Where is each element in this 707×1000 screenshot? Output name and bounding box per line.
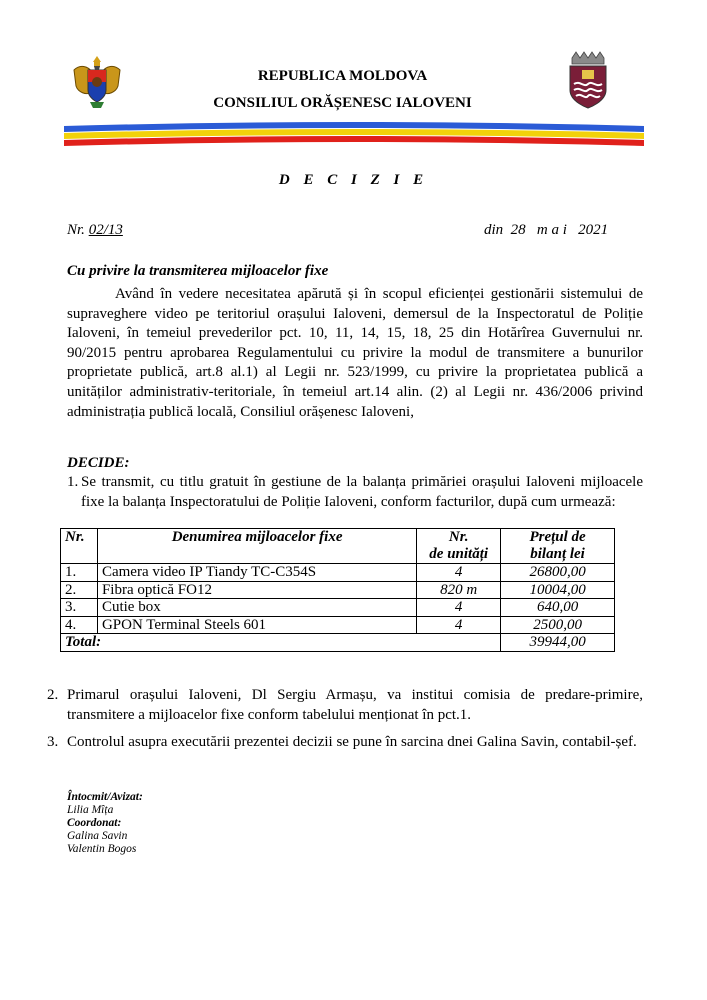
decision-item-1: [67, 473, 643, 512]
row-units: 4: [417, 564, 501, 582]
coordinated-name: Valentin Bogos: [67, 843, 137, 855]
coordinated-label: Coordonat:: [67, 817, 122, 829]
item-text: Primarul orașului Ialoveni, Dl Sergiu Armașu, va institui comisia de predare-primire, transmitere a mijloacelor fixe conform tabelului menționat în pct.1.: [67, 687, 643, 723]
tricolor-stripes: [64, 118, 644, 152]
col-price-header-line1: Prețul de: [529, 529, 586, 545]
number-label: Nr.: [67, 222, 85, 238]
document-title: D E C I Z I E: [278, 172, 429, 188]
item-number: 2.: [47, 687, 59, 703]
col-units-header-line2: de unități: [429, 546, 489, 562]
table-row: [61, 564, 615, 582]
col-price-header-line2: bilanț lei: [530, 546, 585, 562]
assets-table: [60, 528, 615, 652]
col-nr-header: Nr.: [61, 529, 98, 564]
table-row: [61, 581, 615, 599]
row-price: 640,00: [501, 599, 615, 617]
decide-heading: DECIDE:: [67, 455, 130, 471]
signature-block: [67, 791, 143, 856]
prepared-name: Lilia Mîța: [67, 804, 114, 816]
item-number: 1.: [67, 474, 79, 490]
header-council: CONSILIUL ORĂȘENESC IALOVENI: [213, 95, 472, 111]
decision-item-2: [47, 686, 643, 725]
row-units: 4: [417, 599, 501, 617]
row-nr: 1.: [61, 564, 98, 582]
table-row: [61, 616, 615, 634]
table-header-row: [61, 529, 615, 564]
number-value: 02/13: [88, 222, 123, 238]
col-units-header: [417, 529, 501, 564]
preamble-paragraph: Având în vedere necesitatea apărută și în scopul eficienței gestionării sistemului de supraveghere video pe teritoriul orașului Ialoveni, demersul de la Inspectoratul de Poliție Ialoveni, în temeiul prevederilor pct. 10, 11, 14, 15, 18, 25 din Hotărîrea Guvernului nr. 90/2015 pentru aprobarea Regulamentului cu privire la modul de transmitere a bunurilor proprietate publică, art.8 al.1) al Legii nr. 523/1999, cu privire la proprietatea publică a unităților administrativ-teritoriale, în temeiul art.14 alin. (2) al Legii nr. 436/2006 privind administrația publică locală, Consiliul orășenesc Ialoveni,: [67, 286, 643, 420]
item-number: 3.: [47, 734, 59, 750]
total-label: Total:: [61, 634, 501, 652]
row-units: 820 m: [417, 581, 501, 599]
header-country: REPUBLICA MOLDOVA: [257, 68, 428, 84]
row-units: 4: [417, 616, 501, 634]
coordinated-name: Galina Savin: [67, 830, 128, 842]
row-name: GPON Terminal Steels 601: [97, 616, 416, 634]
total-value: 39944,00: [501, 634, 615, 652]
row-name: Camera video IP Tiandy TC-C354S: [97, 564, 416, 582]
row-nr: 4.: [61, 616, 98, 634]
item-text: Controlul asupra executării prezentei decizii se pune în sarcina dnei Galina Savin, contabil-șef.: [67, 734, 637, 750]
moldova-coat-of-arms-icon: [68, 52, 126, 110]
decision-item-3: [47, 733, 643, 753]
decision-date: din 28 m a i 2021: [484, 222, 609, 238]
row-name: Cutie box: [97, 599, 416, 617]
subject-line: Cu privire la transmiterea mijloacelor fixe: [67, 263, 329, 279]
row-price: 10004,00: [501, 581, 615, 599]
prepared-label: Întocmit/Avizat:: [67, 791, 143, 803]
row-price: 2500,00: [501, 616, 615, 634]
col-name-header: Denumirea mijloacelor fixe: [97, 529, 416, 564]
decision-number: [67, 222, 123, 239]
item-text: Se transmit, cu titlu gratuit în gestiune de la balanța primăriei orașului Ialoveni mijloacele fixe la balanța Inspectoratului de Poliție Ialoveni, conform facturilor, după cum urmează:: [81, 474, 643, 510]
col-units-header-line1: Nr.: [448, 529, 469, 545]
table-total-row: [61, 634, 615, 652]
row-name: Fibra optică FO12: [97, 581, 416, 599]
red-stripe: [64, 136, 644, 146]
ialoveni-coat-of-arms-icon: [566, 50, 610, 112]
row-price: 26800,00: [501, 564, 615, 582]
col-price-header: [501, 529, 615, 564]
table-row: [61, 599, 615, 617]
row-nr: 2.: [61, 581, 98, 599]
row-nr: 3.: [61, 599, 98, 617]
